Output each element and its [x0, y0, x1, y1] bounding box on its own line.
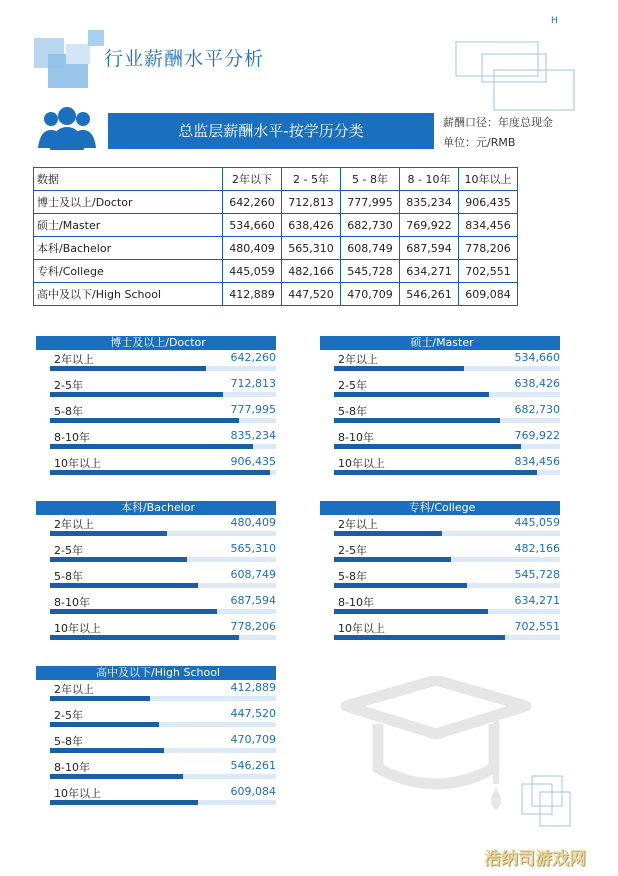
- bar-value-label: 778,206: [230, 620, 276, 633]
- bar-category-label: 10年以上: [338, 457, 385, 470]
- bar-row: [324, 541, 560, 567]
- bar-row: [40, 350, 276, 376]
- table-cell: 445,059: [223, 260, 282, 283]
- bar-category-label: 10年以上: [54, 622, 101, 635]
- bar-row: [324, 402, 560, 428]
- table-cell: 769,922: [400, 214, 459, 237]
- bar: [50, 583, 198, 588]
- bar: [50, 748, 164, 753]
- bar: [50, 531, 167, 536]
- bar: [334, 444, 521, 449]
- bar-value-label: 412,889: [230, 681, 276, 694]
- bar: [50, 470, 270, 475]
- bar: [334, 470, 537, 475]
- table-cell: 545,728: [341, 260, 400, 283]
- bar-category-label: 2年以上: [338, 518, 378, 531]
- bar: [50, 557, 187, 562]
- bar-category-label: 2年以上: [54, 353, 94, 366]
- college-bar-chart: [324, 501, 560, 645]
- bar-row: [40, 515, 276, 541]
- table-row-label: 硕士/Master: [34, 214, 223, 237]
- salary-basis-note: 薪酬口径：年度总现金: [443, 116, 553, 129]
- bar-row: [40, 454, 276, 480]
- bar-value-label: 777,995: [230, 403, 276, 416]
- section-banner: 总监层薪酬水平-按学历分类: [108, 113, 434, 149]
- bar-category-label: 8-10年: [54, 596, 90, 609]
- bar-row: [40, 428, 276, 454]
- bar-row: [40, 402, 276, 428]
- bar-row: [324, 428, 560, 454]
- decorative-frames-bottom: [520, 770, 576, 830]
- table-header-cell: 数据: [34, 168, 223, 191]
- table-cell: 634,271: [400, 260, 459, 283]
- table-cell: 638,426: [282, 214, 341, 237]
- bar-value-label: 445,059: [514, 516, 560, 529]
- bar-value-label: 634,271: [514, 594, 560, 607]
- bar-category-label: 2-5年: [54, 709, 83, 722]
- bar: [50, 696, 150, 701]
- bar: [50, 444, 253, 449]
- master-bar-chart: [324, 336, 560, 480]
- bar-category-label: 8-10年: [338, 596, 374, 609]
- bar-category-label: 2-5年: [54, 544, 83, 557]
- table-cell: 778,206: [459, 237, 518, 260]
- bar-row: [40, 732, 276, 758]
- bar-category-label: 2年以上: [54, 518, 94, 531]
- bar-category-label: 10年以上: [338, 622, 385, 635]
- table-header-row: [34, 168, 518, 191]
- table-cell: 834,456: [459, 214, 518, 237]
- bar: [50, 800, 198, 805]
- bar-value-label: 834,456: [514, 455, 560, 468]
- bar-row: [324, 567, 560, 593]
- table-cell: 835,234: [400, 191, 459, 214]
- table-row-label: 博士及以上/Doctor: [34, 191, 223, 214]
- bar: [50, 635, 239, 640]
- table-header-cell: 10年以上: [459, 168, 518, 191]
- table-row: [34, 283, 518, 306]
- bar-value-label: 545,728: [514, 568, 560, 581]
- bar-category-label: 2-5年: [338, 544, 367, 557]
- bar-category-label: 8-10年: [54, 431, 90, 444]
- salary-table: [33, 167, 518, 306]
- table-cell: 682,730: [341, 214, 400, 237]
- bar-chart-title: 高中及以下/High School: [40, 666, 276, 680]
- bar-value-label: 534,660: [514, 351, 560, 364]
- bar: [334, 635, 505, 640]
- bar-row: [40, 619, 276, 645]
- bar: [334, 418, 500, 423]
- bar-row: [324, 376, 560, 402]
- bar-value-label: 470,709: [230, 733, 276, 746]
- bar-row: [40, 784, 276, 810]
- table-row: [34, 191, 518, 214]
- bar: [334, 557, 451, 562]
- bar: [50, 774, 183, 779]
- table-header-cell: 8 - 10年: [400, 168, 459, 191]
- table-cell: 712,813: [282, 191, 341, 214]
- bar-category-label: 5-8年: [338, 405, 367, 418]
- bar-row: [40, 706, 276, 732]
- doctor-bar-chart: [40, 336, 276, 480]
- table-cell: 470,709: [341, 283, 400, 306]
- bar: [50, 392, 223, 397]
- page-corner-mark: H: [551, 16, 558, 26]
- bar-value-label: 712,813: [230, 377, 276, 390]
- bar-category-label: 8-10年: [54, 761, 90, 774]
- bar-category-label: 5-8年: [54, 570, 83, 583]
- table-header-cell: 5 - 8年: [341, 168, 400, 191]
- bar-category-label: 2-5年: [54, 379, 83, 392]
- page-title: 行业薪酬水平分析: [104, 48, 265, 70]
- table-row: [34, 260, 518, 283]
- bar-row: [40, 758, 276, 784]
- table-row: [34, 214, 518, 237]
- table-cell: 777,995: [341, 191, 400, 214]
- bar-value-label: 546,261: [230, 759, 276, 772]
- graduation-cap-icon: [336, 676, 536, 816]
- table-cell: 608,749: [341, 237, 400, 260]
- table-cell: 687,594: [400, 237, 459, 260]
- bar-value-label: 480,409: [230, 516, 276, 529]
- bar: [50, 722, 159, 727]
- people-group-icon: [36, 106, 98, 152]
- bar-row: [40, 593, 276, 619]
- table-cell: 702,551: [459, 260, 518, 283]
- bar-row: [324, 515, 560, 541]
- bar-value-label: 682,730: [514, 403, 560, 416]
- bar-value-label: 687,594: [230, 594, 276, 607]
- table-cell: 447,520: [282, 283, 341, 306]
- table-cell: 534,660: [223, 214, 282, 237]
- bar-category-label: 5-8年: [54, 735, 83, 748]
- bar-chart-title: 专科/College: [324, 501, 560, 515]
- bar-row: [40, 541, 276, 567]
- table-cell: 546,261: [400, 283, 459, 306]
- bar-value-label: 609,084: [230, 785, 276, 798]
- bar-value-label: 565,310: [230, 542, 276, 555]
- table-cell: 565,310: [282, 237, 341, 260]
- bar: [334, 531, 442, 536]
- table-cell: 480,409: [223, 237, 282, 260]
- table-header-cell: 2 - 5年: [282, 168, 341, 191]
- bar-category-label: 8-10年: [338, 431, 374, 444]
- bar-value-label: 638,426: [514, 377, 560, 390]
- bar: [334, 366, 464, 371]
- bar-row: [40, 567, 276, 593]
- decorative-frames: [454, 40, 578, 114]
- bar: [334, 583, 467, 588]
- bar: [50, 609, 217, 614]
- table-cell: 412,889: [223, 283, 282, 306]
- bar-chart-title: 硕士/Master: [324, 336, 560, 350]
- table-row-label: 高中及以下/High School: [34, 283, 223, 306]
- high-school-bar-chart: [40, 666, 276, 810]
- bar-value-label: 608,749: [230, 568, 276, 581]
- bar-category-label: 10年以上: [54, 457, 101, 470]
- table-row-label: 专科/College: [34, 260, 223, 283]
- bar-value-label: 642,260: [230, 351, 276, 364]
- table-header-cell: 2年以下: [223, 168, 282, 191]
- table-cell: 642,260: [223, 191, 282, 214]
- bar: [334, 609, 488, 614]
- bar-row: [324, 619, 560, 645]
- bar-value-label: 835,234: [230, 429, 276, 442]
- bar-value-label: 769,922: [514, 429, 560, 442]
- bar-category-label: 2年以上: [338, 353, 378, 366]
- table-cell: 906,435: [459, 191, 518, 214]
- bar-row: [40, 680, 276, 706]
- site-watermark: 浩纳司游戏网: [484, 849, 586, 869]
- table-row: [34, 237, 518, 260]
- bar-row: [324, 350, 560, 376]
- bar: [334, 392, 489, 397]
- bar-category-label: 2年以上: [54, 683, 94, 696]
- bar-category-label: 10年以上: [54, 787, 101, 800]
- table-cell: 482,166: [282, 260, 341, 283]
- bar-chart-title: 博士及以上/Doctor: [40, 336, 276, 350]
- bar-category-label: 5-8年: [54, 405, 83, 418]
- bar: [50, 418, 239, 423]
- bar-value-label: 447,520: [230, 707, 276, 720]
- bachelor-bar-chart: [40, 501, 276, 645]
- bar-row: [324, 454, 560, 480]
- bar-row: [40, 376, 276, 402]
- bar-value-label: 906,435: [230, 455, 276, 468]
- bar-category-label: 5-8年: [338, 570, 367, 583]
- bar-value-label: 702,551: [514, 620, 560, 633]
- bar-chart-title: 本科/Bachelor: [40, 501, 276, 515]
- table-cell: 609,084: [459, 283, 518, 306]
- currency-unit-note: 单位：元/RMB: [443, 136, 516, 149]
- table-row-label: 本科/Bachelor: [34, 237, 223, 260]
- bar-row: [324, 593, 560, 619]
- bar-category-label: 2-5年: [338, 379, 367, 392]
- bar-value-label: 482,166: [514, 542, 560, 555]
- bar: [50, 366, 206, 371]
